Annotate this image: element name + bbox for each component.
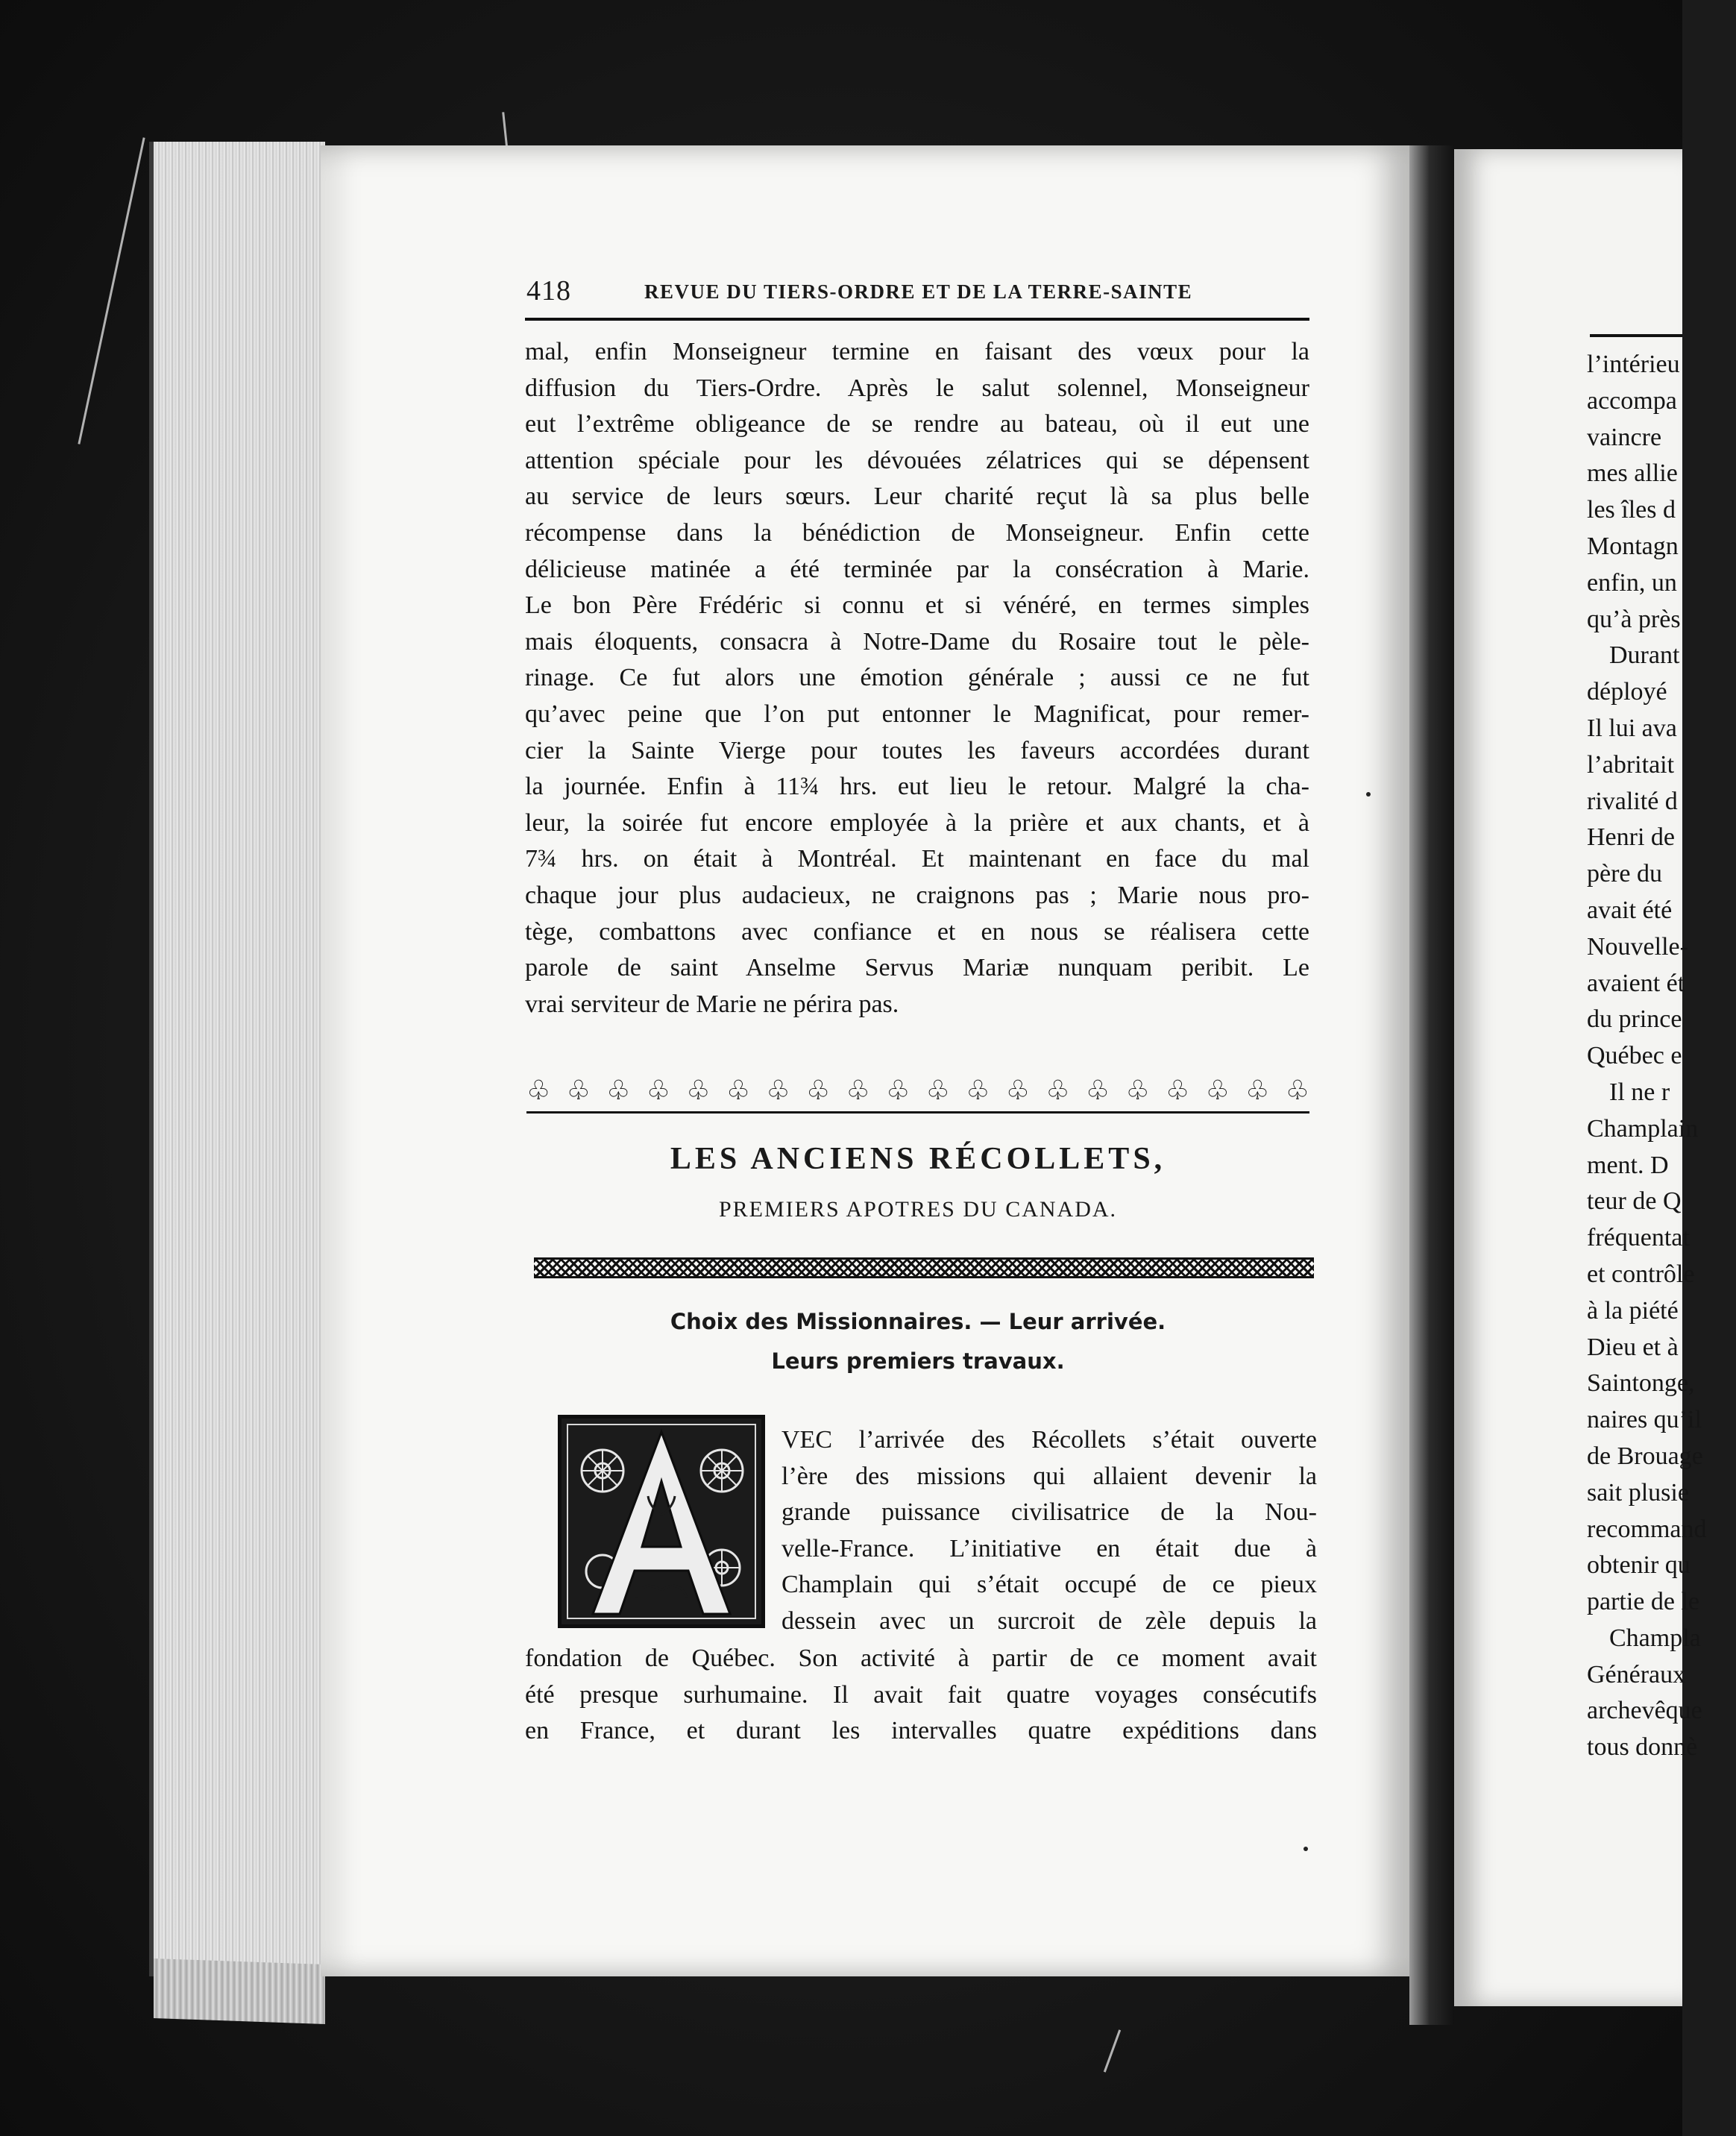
fleuron-icon: ♧ [1166,1075,1190,1105]
text-line: la journée. Enfin à 11¾ hrs. eut lieu le retour. Malgré la cha- [525,773,1309,801]
text-line: qu’à près [1587,605,1681,633]
fleuron-icon: ♧ [1125,1075,1150,1105]
book-gutter [1409,145,1454,2025]
text-line: mal, enfin Monseigneur termine en faisant des vœux pour la [525,338,1309,365]
text-line: qu’avec peine que l’on put entonner le Magnificat, pour remer- [525,700,1309,728]
text-line: à la piété [1587,1296,1679,1325]
continuation-paragraph [525,1641,1317,1750]
running-title: REVUE DU TIERS-ORDRE ET DE LA TERRE-SAINTE [644,280,1193,303]
text-line: Le bon Père Frédéric si connu et si vénéré, en termes simples [525,591,1309,620]
right-page-text [1587,347,1736,1766]
fleuron-icon: ♧ [886,1075,911,1105]
fleuron-icon: ♧ [606,1075,631,1105]
text-line: déployé [1587,678,1667,706]
text-line: rinage. Ce fut alors une émotion générale ; aussi ce ne fut [525,664,1309,692]
fleuron-icon: ♧ [1045,1075,1070,1105]
scan-speck [1366,792,1371,797]
text-line: eut l’extrême obligeance de se rendre au bateau, où il eut une [525,410,1309,439]
text-line: diffusion du Tiers-Ordre. Après le salut solennel, Monseigneur [525,374,1309,402]
running-head [526,274,1309,312]
page-number: 418 [526,275,571,307]
text-line: Nouvelle- [1587,932,1688,961]
fleuron-icon: ♧ [925,1075,950,1105]
text-line: tous donnè [1587,1733,1698,1762]
text-line: délicieuse matinée a été terminée par la consécration à Marie. [525,555,1309,583]
text-line: recommand [1587,1515,1707,1543]
text-line: accompa [1587,386,1677,415]
article-subtitle: PREMIERS APOTRES DU CANADA. [718,1197,1118,1222]
text-line: et contrôle [1587,1260,1695,1288]
text-line: récompense dans la bénédiction de Monseigneur. Enfin cette [525,518,1309,547]
text-line: sait plusie [1587,1478,1689,1507]
fleuron-icon: ♧ [526,1075,551,1105]
fleuron-icon: ♧ [966,1075,990,1105]
text-line: Champlain [1587,1114,1699,1143]
text-line: Saintonge, [1587,1369,1695,1398]
fleuron-icon: ♧ [1085,1075,1110,1105]
text-line: naires qu’il [1587,1406,1702,1434]
text-line: Montagn [1587,532,1679,560]
ornament-rule [526,1111,1309,1113]
text-line: parole de saint Anselme Servus Mariæ nunquam peribit. Le [525,954,1309,982]
fleuron-icon: ♧ [1245,1075,1270,1105]
text-line: père du [1587,860,1663,888]
dropcap-paragraph [781,1422,1317,1640]
text-line: leur, la soirée fut encore employée à la prière et aux chants, et à [525,808,1309,837]
fleuron-icon: ♧ [846,1075,870,1105]
decorated-initial [558,1415,765,1628]
text-line: chaque jour plus audacieux, ne craignons pas ; Marie nous pro- [525,881,1309,909]
text-line: avaient ét [1587,969,1685,997]
text-line: Durant [1609,641,1680,670]
text-line: dessein avec un surcroit de zèle depuis la [781,1606,1317,1635]
text-line: fréquentat [1587,1224,1690,1252]
text-line: l’intérieu [1587,351,1680,378]
text-line: l’abritait [1587,750,1675,779]
text-line: enfin, un [1587,568,1677,597]
fleuron-icon: ♧ [566,1075,591,1105]
text-line: avait été [1587,896,1673,924]
ornament-divider [526,1072,1309,1108]
text-line: été presque surhumaine. Il avait fait quatre voyages consécutifs [525,1680,1317,1709]
fleuron-icon: ♧ [646,1075,670,1105]
text-line: archevêque [1587,1697,1702,1725]
section-heading: Leurs premiers travaux. [771,1348,1065,1374]
fleuron-icon: ♧ [1205,1075,1230,1105]
text-line: cier la Sainte Vierge pour toutes les faveurs accordées durant [525,736,1309,764]
fleuron-icon: ♧ [766,1075,790,1105]
text-line: mais éloquents, consacra à Notre-Dame du Rosaire tout le pèle- [525,627,1309,656]
text-line: 7¾ hrs. on était à Montréal. Et maintenant en face du mal [525,845,1309,873]
text-line: Généraux [1587,1660,1686,1689]
article-title: LES ANCIENS RÉCOLLETS, [670,1142,1166,1176]
body-paragraph [525,334,1309,1023]
text-line: grande puissance civilisatrice de la Nou- [781,1498,1317,1527]
text-line: du prince [1587,1005,1682,1034]
text-line: Québec e [1587,1042,1682,1070]
section-heading: Choix des Missionnaires. — Leur arrivée. [670,1309,1166,1334]
text-line: de Brouage [1587,1442,1703,1470]
text-line: rivalité d [1587,787,1678,815]
text-line: Champlain qui s’était occupé de ce pieux [781,1571,1317,1599]
crosshatch-divider [534,1257,1314,1278]
text-line: au service de leurs sœurs. Leur charité reçut là sa plus belle [525,483,1309,511]
text-line: Dieu et à [1587,1333,1679,1361]
text-line: les îles d [1587,496,1676,524]
text-line: Champla [1609,1624,1701,1652]
text-line: Il ne r [1609,1078,1670,1106]
text-line: partie de le [1587,1588,1700,1616]
fleuron-icon: ♧ [726,1075,751,1105]
floral-initial-icon [562,1419,761,1624]
header-rule [525,318,1309,321]
text-line: velle-France. L’initiative en était due à [781,1534,1317,1562]
text-line: Il lui ava [1587,714,1677,742]
fleuron-icon: ♧ [805,1075,831,1105]
text-line: VEC l’arrivée des Récollets s’était ouverte [781,1426,1317,1454]
fleuron-icon: ♧ [1285,1075,1309,1105]
text-line: mes allie [1587,459,1678,488]
book-page-edges [149,142,325,1976]
text-line: fondation de Québec. Son activité à partir de ce moment avait [525,1645,1317,1672]
text-line: Henri de [1587,823,1676,852]
text-line: obtenir qu [1587,1551,1691,1580]
scan-speck [1303,1847,1308,1851]
text-line: ment. D [1587,1151,1669,1179]
right-header-rule [1590,334,1682,337]
text-line: l’ère des missions qui allaient devenir la [781,1462,1317,1490]
fleuron-icon: ♧ [686,1075,711,1105]
text-line: attention spéciale pour les dévouées zélatrices qui se dépensent [525,446,1309,474]
text-line: vaincre [1587,423,1662,451]
text-line: tège, combattons avec confiance et en nous se réalisera cette [525,917,1309,946]
text-line: vrai serviteur de Marie ne périra pas. [525,990,899,1018]
fleuron-icon: ♧ [1005,1075,1031,1105]
text-line: en France, et durant les intervalles quatre expéditions dans [525,1717,1317,1745]
text-line: teur de Q [1587,1187,1682,1216]
